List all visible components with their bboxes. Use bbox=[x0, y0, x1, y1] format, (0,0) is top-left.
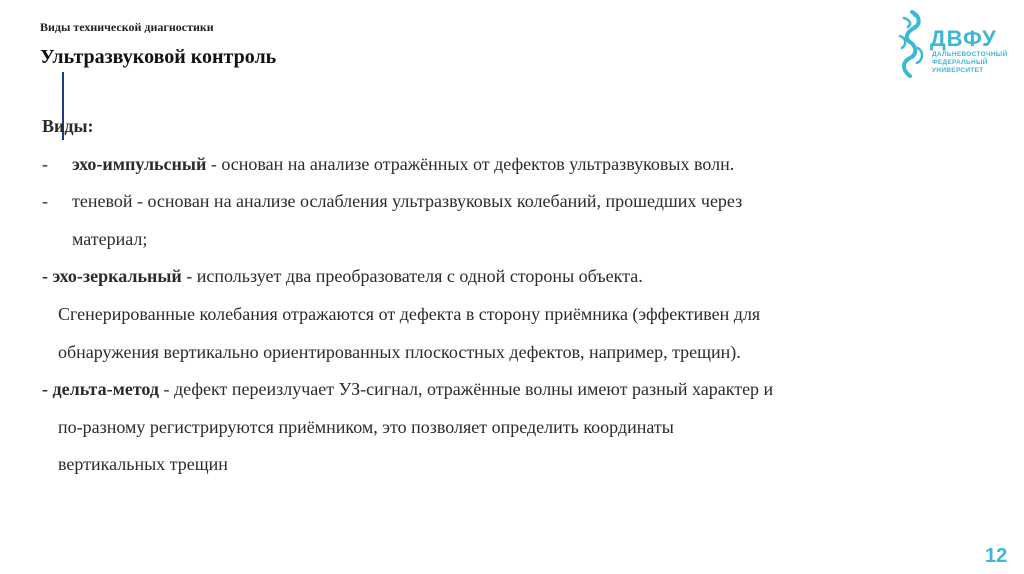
list-item-shadow bbox=[42, 183, 1012, 221]
list-item-echo-pulse bbox=[42, 146, 1012, 184]
term-delta-method: - дельта-метод bbox=[42, 379, 160, 400]
university-logo bbox=[890, 8, 1010, 80]
logo-line-1: ДАЛЬНЕВОСТОЧНЫЙ bbox=[932, 51, 1008, 58]
logo-abbreviation: ДВФУ bbox=[930, 26, 997, 51]
desc-delta-line-2: по-разному регистрируются приёмником, это позволяет определить координаты bbox=[58, 416, 674, 437]
desc-echo-mirror-line-1: - использует два преобразователя с одной стороны объекта. bbox=[181, 266, 643, 287]
term-echo-pulse: эхо-импульсный bbox=[72, 153, 207, 174]
desc-echo-mirror-line-3: обнаружения вертикально ориентированных плоскостных дефектов, например, трещин). bbox=[58, 341, 741, 362]
slide-body bbox=[42, 108, 1012, 484]
list-dash: - bbox=[42, 153, 48, 174]
desc-shadow-line-2: материал; bbox=[72, 228, 148, 249]
desc-delta-line-3: вертикальных трещин bbox=[58, 454, 228, 475]
seahorse-logo-icon bbox=[890, 8, 928, 80]
list-item-delta-method bbox=[42, 371, 1012, 409]
desc-shadow-line-1: теневой - основан на анализе ослабления ультразвуковых колебаний, прошедших через bbox=[72, 191, 743, 212]
term-echo-mirror: - эхо-зеркальный bbox=[42, 266, 182, 287]
list-dash: - bbox=[42, 191, 48, 212]
desc-echo-pulse: - основан на анализе отражённых от дефектов ультразвуковых волн. bbox=[206, 153, 735, 174]
list-heading: Виды: bbox=[42, 116, 94, 136]
list-item-echo-mirror bbox=[42, 258, 1012, 296]
logo-line-2: ФЕДЕРАЛЬНЫЙ bbox=[932, 59, 988, 66]
page-number: 12 bbox=[985, 545, 1008, 567]
slide-title: Ультразвуковой контроль bbox=[40, 46, 277, 68]
section-label: Виды технической диагностики bbox=[40, 20, 214, 34]
logo-line-3: УНИВЕРСИТЕТ bbox=[932, 67, 984, 74]
desc-echo-mirror-line-2: Сгенерированные колебания отражаются от дефекта в сторону приёмника (эффективен для bbox=[58, 303, 761, 324]
desc-delta-line-1: - дефект переизлучает УЗ-сигнал, отражённые волны имеют разный характер и bbox=[159, 379, 774, 400]
